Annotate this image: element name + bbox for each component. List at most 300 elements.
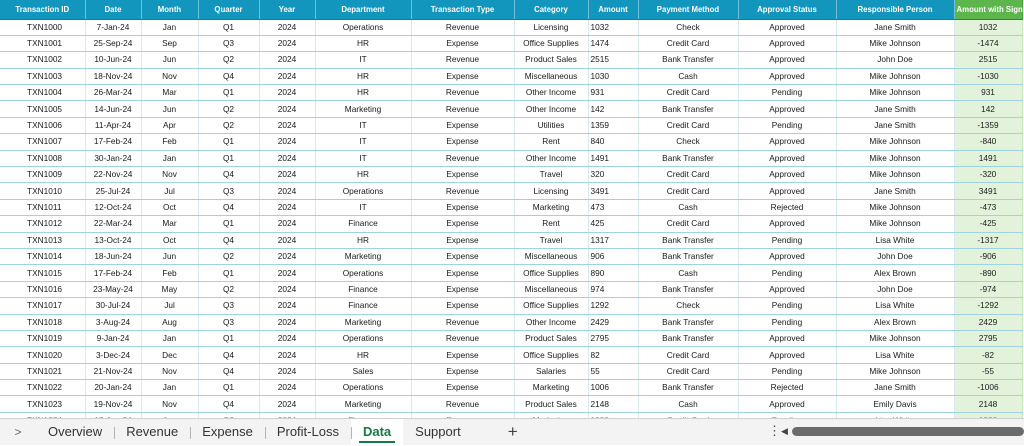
table-cell[interactable]: 2024 — [259, 232, 315, 248]
table-cell[interactable]: Other Income — [514, 85, 588, 101]
table-cell[interactable]: Approved — [738, 281, 836, 297]
table-cell[interactable]: Nov — [141, 68, 198, 84]
tab-profit-loss[interactable]: Profit-Loss — [265, 419, 351, 446]
table-cell[interactable]: 82 — [588, 347, 638, 363]
table-cell[interactable]: 13-Oct-24 — [85, 232, 141, 248]
table-cell[interactable]: Q1 — [198, 265, 259, 281]
table-cell[interactable]: Finance — [315, 216, 411, 232]
table-cell[interactable]: 840 — [588, 134, 638, 150]
table-cell[interactable]: Bank Transfer — [638, 281, 738, 297]
table-cell[interactable]: 2024 — [259, 150, 315, 166]
table-cell[interactable]: Q3 — [198, 314, 259, 330]
table-cell[interactable]: 2024 — [259, 314, 315, 330]
table-cell[interactable]: TXN1010 — [0, 183, 85, 199]
table-cell[interactable]: Alex Brown — [836, 314, 954, 330]
table-cell[interactable]: Licensing — [514, 19, 588, 35]
table-cell[interactable]: TXN1000 — [0, 19, 85, 35]
table-cell[interactable]: Q3 — [198, 298, 259, 314]
table-cell[interactable]: TXN1017 — [0, 298, 85, 314]
table-cell[interactable]: 890 — [588, 265, 638, 281]
table-cell[interactable]: Bank Transfer — [638, 380, 738, 396]
table-cell[interactable]: TXN1023 — [0, 396, 85, 412]
table-cell[interactable]: 20-Jan-24 — [85, 380, 141, 396]
table-cell[interactable]: Aug — [141, 314, 198, 330]
table-cell[interactable]: 2024 — [259, 35, 315, 51]
table-cell[interactable]: Credit Card — [638, 183, 738, 199]
table-cell[interactable]: Revenue — [411, 314, 514, 330]
tab-overview[interactable]: Overview — [48, 423, 103, 439]
table-cell[interactable]: Cash — [638, 396, 738, 412]
table-cell[interactable]: 9-Jan-24 — [85, 330, 141, 346]
table-cell[interactable]: -1006 — [954, 380, 1022, 396]
table-cell[interactable]: 906 — [588, 248, 638, 264]
table-cell[interactable]: TXN1016 — [0, 281, 85, 297]
table-cell[interactable]: Q1 — [198, 330, 259, 346]
table-cell[interactable]: 21-Nov-24 — [85, 363, 141, 379]
table-cell[interactable]: 473 — [588, 199, 638, 215]
table-cell[interactable]: Approved — [738, 330, 836, 346]
table-cell[interactable]: Credit Card — [638, 167, 738, 183]
column-header-month[interactable]: Month — [141, 0, 198, 19]
table-cell[interactable]: Other Income — [514, 101, 588, 117]
table-cell[interactable]: HR — [315, 232, 411, 248]
table-cell[interactable]: IT — [315, 199, 411, 215]
table-cell[interactable]: 2024 — [259, 216, 315, 232]
table-cell[interactable]: 2024 — [259, 265, 315, 281]
table-cell[interactable]: Credit Card — [638, 216, 738, 232]
table-cell[interactable]: 2024 — [259, 85, 315, 101]
table-cell[interactable]: Marketing — [514, 380, 588, 396]
table-cell[interactable]: TXN1006 — [0, 117, 85, 133]
table-cell[interactable]: Q1 — [198, 216, 259, 232]
table-cell[interactable]: Q4 — [198, 199, 259, 215]
table-cell[interactable]: Office Supplies — [514, 347, 588, 363]
table-cell[interactable]: Jul — [141, 183, 198, 199]
table-cell[interactable]: Approved — [738, 52, 836, 68]
table-cell[interactable]: Check — [638, 298, 738, 314]
table-cell[interactable]: Marketing — [514, 199, 588, 215]
table-cell[interactable]: 2515 — [588, 52, 638, 68]
table-cell[interactable]: Sales — [315, 363, 411, 379]
table-cell[interactable]: 2429 — [588, 314, 638, 330]
table-cell[interactable]: Expense — [411, 134, 514, 150]
table-cell[interactable]: John Doe — [836, 52, 954, 68]
column-header-department[interactable]: Department — [315, 0, 411, 19]
table-cell[interactable]: 2024 — [259, 248, 315, 264]
table-cell[interactable]: Credit Card — [638, 35, 738, 51]
table-cell[interactable]: Expense — [411, 167, 514, 183]
table-cell[interactable]: Pending — [738, 117, 836, 133]
table-cell[interactable]: TXN1020 — [0, 347, 85, 363]
table-cell[interactable]: 2024 — [259, 101, 315, 117]
table-cell[interactable]: Dec — [141, 347, 198, 363]
table-cell[interactable]: Miscellaneous — [514, 68, 588, 84]
column-header-amount-with-sign[interactable]: Amount with Sign — [954, 0, 1022, 19]
table-cell[interactable]: 2024 — [259, 380, 315, 396]
table-cell[interactable]: Revenue — [411, 150, 514, 166]
table-cell[interactable]: Bank Transfer — [638, 248, 738, 264]
table-cell[interactable]: Jun — [141, 52, 198, 68]
table-cell[interactable]: Mar — [141, 216, 198, 232]
table-cell[interactable]: Rejected — [738, 380, 836, 396]
table-cell[interactable]: Q1 — [198, 150, 259, 166]
sheet-nav-arrow-icon[interactable]: > — [14, 425, 22, 439]
table-cell[interactable]: Q4 — [198, 396, 259, 412]
table-cell[interactable]: 2024 — [259, 281, 315, 297]
table-cell[interactable]: Operations — [315, 380, 411, 396]
table-cell[interactable]: Utilities — [514, 117, 588, 133]
table-cell[interactable]: John Doe — [836, 248, 954, 264]
table-cell[interactable]: 2024 — [259, 68, 315, 84]
table-cell[interactable]: 1359 — [588, 117, 638, 133]
table-cell[interactable]: Bank Transfer — [638, 150, 738, 166]
table-cell[interactable]: TXN1012 — [0, 216, 85, 232]
table-cell[interactable]: Expense — [411, 265, 514, 281]
table-cell[interactable]: Bank Transfer — [638, 330, 738, 346]
table-cell[interactable]: Jane Smith — [836, 380, 954, 396]
table-cell[interactable]: Approved — [738, 216, 836, 232]
table-cell[interactable]: Mike Johnson — [836, 134, 954, 150]
table-cell[interactable]: Bank Transfer — [638, 232, 738, 248]
table-cell[interactable]: Product Sales — [514, 52, 588, 68]
table-cell[interactable]: -840 — [954, 134, 1022, 150]
table-cell[interactable]: Approved — [738, 134, 836, 150]
table-cell[interactable]: Miscellaneous — [514, 281, 588, 297]
table-cell[interactable]: 931 — [954, 85, 1022, 101]
table-cell[interactable]: 2024 — [259, 183, 315, 199]
table-cell[interactable]: Mike Johnson — [836, 167, 954, 183]
table-cell[interactable]: Mike Johnson — [836, 35, 954, 51]
table-cell[interactable]: TXN1001 — [0, 35, 85, 51]
table-cell[interactable]: 2024 — [259, 167, 315, 183]
table-cell[interactable]: Q2 — [198, 101, 259, 117]
column-header-quarter[interactable]: Quarter — [198, 0, 259, 19]
table-cell[interactable]: Approved — [738, 150, 836, 166]
table-cell[interactable]: TXN1011 — [0, 199, 85, 215]
table-cell[interactable]: 2024 — [259, 363, 315, 379]
table-cell[interactable]: Approved — [738, 167, 836, 183]
table-cell[interactable]: -82 — [954, 347, 1022, 363]
table-cell[interactable]: TXN1004 — [0, 85, 85, 101]
table-cell[interactable]: Mar — [141, 85, 198, 101]
tab-data[interactable]: Data — [351, 419, 403, 446]
table-cell[interactable]: Nov — [141, 396, 198, 412]
table-cell[interactable]: Bank Transfer — [638, 101, 738, 117]
table-cell[interactable]: Expense — [411, 363, 514, 379]
table-cell[interactable]: 1317 — [588, 232, 638, 248]
table-cell[interactable]: Revenue — [411, 52, 514, 68]
table-cell[interactable]: 22-Nov-24 — [85, 167, 141, 183]
column-header-transaction-type[interactable]: Transaction Type — [411, 0, 514, 19]
column-header-payment-method[interactable]: Payment Method — [638, 0, 738, 19]
table-cell[interactable]: Pending — [738, 85, 836, 101]
table-cell[interactable]: -1030 — [954, 68, 1022, 84]
table-cell[interactable]: Product Sales — [514, 330, 588, 346]
table-cell[interactable]: TXN1021 — [0, 363, 85, 379]
table-cell[interactable]: 3-Aug-24 — [85, 314, 141, 330]
table-cell[interactable]: -890 — [954, 265, 1022, 281]
table-cell[interactable]: 18-Nov-24 — [85, 68, 141, 84]
table-cell[interactable]: Revenue — [411, 183, 514, 199]
table-cell[interactable]: Mike Johnson — [836, 150, 954, 166]
table-cell[interactable]: Revenue — [411, 396, 514, 412]
table-cell[interactable]: Expense — [411, 117, 514, 133]
table-cell[interactable]: Revenue — [411, 330, 514, 346]
table-cell[interactable]: John Doe — [836, 281, 954, 297]
table-cell[interactable]: TXN1019 — [0, 330, 85, 346]
table-cell[interactable]: Operations — [315, 265, 411, 281]
table-cell[interactable]: TXN1009 — [0, 167, 85, 183]
table-cell[interactable]: 10-Jun-24 — [85, 52, 141, 68]
table-cell[interactable]: 25-Jul-24 — [85, 183, 141, 199]
table-cell[interactable]: Jun — [141, 248, 198, 264]
table-cell[interactable]: TXN1008 — [0, 150, 85, 166]
table-cell[interactable]: Bank Transfer — [638, 52, 738, 68]
table-cell[interactable]: Approved — [738, 19, 836, 35]
table-cell[interactable]: TXN1007 — [0, 134, 85, 150]
horizontal-scrollbar[interactable] — [792, 427, 1024, 436]
table-cell[interactable]: 22-Mar-24 — [85, 216, 141, 232]
table-cell[interactable]: Q1 — [198, 85, 259, 101]
table-cell[interactable]: Emily Davis — [836, 396, 954, 412]
table-cell[interactable]: HR — [315, 167, 411, 183]
table-cell[interactable]: Other Income — [514, 150, 588, 166]
table-cell[interactable]: Lisa White — [836, 347, 954, 363]
table-cell[interactable]: Check — [638, 19, 738, 35]
table-cell[interactable]: Marketing — [315, 248, 411, 264]
table-cell[interactable]: 931 — [588, 85, 638, 101]
table-cell[interactable]: Expense — [411, 35, 514, 51]
table-cell[interactable]: 11-Apr-24 — [85, 117, 141, 133]
table-cell[interactable]: Operations — [315, 330, 411, 346]
table-cell[interactable]: Oct — [141, 232, 198, 248]
table-cell[interactable]: 7-Jan-24 — [85, 19, 141, 35]
table-cell[interactable]: -1292 — [954, 298, 1022, 314]
column-header-approval-status[interactable]: Approval Status — [738, 0, 836, 19]
table-cell[interactable]: 2024 — [259, 396, 315, 412]
table-cell[interactable]: Q2 — [198, 117, 259, 133]
table-cell[interactable]: Jun — [141, 101, 198, 117]
table-cell[interactable]: 974 — [588, 281, 638, 297]
table-cell[interactable]: Product Sales — [514, 396, 588, 412]
table-cell[interactable]: Approved — [738, 183, 836, 199]
table-cell[interactable]: 3491 — [954, 183, 1022, 199]
table-cell[interactable]: Travel — [514, 232, 588, 248]
table-cell[interactable]: Jan — [141, 330, 198, 346]
table-cell[interactable]: Oct — [141, 199, 198, 215]
table-cell[interactable]: Salaries — [514, 363, 588, 379]
table-cell[interactable]: Office Supplies — [514, 265, 588, 281]
table-cell[interactable]: 26-Mar-24 — [85, 85, 141, 101]
table-cell[interactable]: 1292 — [588, 298, 638, 314]
table-cell[interactable]: 425 — [588, 216, 638, 232]
table-cell[interactable]: HR — [315, 85, 411, 101]
table-cell[interactable]: Q4 — [198, 167, 259, 183]
table-cell[interactable]: HR — [315, 347, 411, 363]
table-cell[interactable]: Expense — [411, 347, 514, 363]
table-cell[interactable]: Alex Brown — [836, 265, 954, 281]
table-cell[interactable]: Pending — [738, 314, 836, 330]
table-cell[interactable]: Jan — [141, 19, 198, 35]
table-cell[interactable]: Finance — [315, 281, 411, 297]
table-cell[interactable]: -974 — [954, 281, 1022, 297]
table-cell[interactable]: IT — [315, 52, 411, 68]
table-cell[interactable]: Approved — [738, 101, 836, 117]
table-cell[interactable]: 2148 — [954, 396, 1022, 412]
table-cell[interactable]: Miscellaneous — [514, 248, 588, 264]
table-cell[interactable]: Check — [638, 134, 738, 150]
table-cell[interactable]: Revenue — [411, 101, 514, 117]
table-cell[interactable]: Rent — [514, 216, 588, 232]
table-cell[interactable]: Marketing — [315, 396, 411, 412]
table-cell[interactable]: TXN1022 — [0, 380, 85, 396]
table-cell[interactable]: HR — [315, 68, 411, 84]
table-cell[interactable]: Jan — [141, 150, 198, 166]
table-cell[interactable]: Q2 — [198, 52, 259, 68]
table-cell[interactable]: Pending — [738, 265, 836, 281]
table-cell[interactable]: HR — [315, 35, 411, 51]
table-cell[interactable]: 3-Dec-24 — [85, 347, 141, 363]
table-cell[interactable]: Jane Smith — [836, 19, 954, 35]
table-cell[interactable]: Q3 — [198, 183, 259, 199]
table-cell[interactable]: Approved — [738, 68, 836, 84]
table-cell[interactable]: 3491 — [588, 183, 638, 199]
table-cell[interactable]: -320 — [954, 167, 1022, 183]
table-cell[interactable]: Credit Card — [638, 85, 738, 101]
table-cell[interactable]: Mike Johnson — [836, 330, 954, 346]
table-cell[interactable]: 2795 — [588, 330, 638, 346]
table-cell[interactable]: Approved — [738, 35, 836, 51]
table-cell[interactable]: Lisa White — [836, 298, 954, 314]
table-cell[interactable]: TXN1018 — [0, 314, 85, 330]
table-cell[interactable]: Pending — [738, 363, 836, 379]
table-cell[interactable]: 25-Sep-24 — [85, 35, 141, 51]
table-cell[interactable]: Expense — [411, 199, 514, 215]
table-cell[interactable]: Finance — [315, 298, 411, 314]
table-cell[interactable]: Sep — [141, 35, 198, 51]
table-cell[interactable]: Expense — [411, 248, 514, 264]
table-cell[interactable]: Q4 — [198, 232, 259, 248]
table-cell[interactable]: Jane Smith — [836, 101, 954, 117]
table-cell[interactable]: Operations — [315, 183, 411, 199]
table-cell[interactable]: Jane Smith — [836, 183, 954, 199]
table-cell[interactable]: Jan — [141, 380, 198, 396]
tab-support[interactable]: Support — [415, 423, 461, 439]
table-cell[interactable]: -55 — [954, 363, 1022, 379]
column-header-responsible-person[interactable]: Responsible Person — [836, 0, 954, 19]
table-cell[interactable]: 1491 — [954, 150, 1022, 166]
table-cell[interactable]: -473 — [954, 199, 1022, 215]
table-cell[interactable]: 55 — [588, 363, 638, 379]
table-cell[interactable]: Expense — [411, 281, 514, 297]
table-cell[interactable]: 2795 — [954, 330, 1022, 346]
table-cell[interactable]: 1474 — [588, 35, 638, 51]
table-cell[interactable]: 320 — [588, 167, 638, 183]
table-cell[interactable]: Rejected — [738, 199, 836, 215]
table-cell[interactable]: IT — [315, 150, 411, 166]
table-cell[interactable]: Apr — [141, 117, 198, 133]
table-cell[interactable]: Mike Johnson — [836, 199, 954, 215]
table-cell[interactable]: IT — [315, 117, 411, 133]
table-cell[interactable]: Jul — [141, 298, 198, 314]
table-cell[interactable]: 1030 — [588, 68, 638, 84]
table-cell[interactable]: 2024 — [259, 19, 315, 35]
table-cell[interactable]: TXN1013 — [0, 232, 85, 248]
table-cell[interactable]: 12-Oct-24 — [85, 199, 141, 215]
table-cell[interactable]: Expense — [411, 68, 514, 84]
table-cell[interactable]: 2024 — [259, 298, 315, 314]
table-cell[interactable]: IT — [315, 134, 411, 150]
table-cell[interactable]: Feb — [141, 134, 198, 150]
column-header-date[interactable]: Date — [85, 0, 141, 19]
table-cell[interactable]: 142 — [588, 101, 638, 117]
table-cell[interactable]: 17-Feb-24 — [85, 134, 141, 150]
column-header-year[interactable]: Year — [259, 0, 315, 19]
table-cell[interactable]: Expense — [411, 232, 514, 248]
column-header-category[interactable]: Category — [514, 0, 588, 19]
table-cell[interactable]: Q4 — [198, 363, 259, 379]
table-cell[interactable]: Q4 — [198, 347, 259, 363]
table-cell[interactable]: Expense — [411, 298, 514, 314]
table-cell[interactable]: Approved — [738, 248, 836, 264]
table-cell[interactable]: 17-Feb-24 — [85, 265, 141, 281]
tab-expense[interactable]: Expense — [190, 419, 265, 446]
tab-revenue[interactable]: Revenue — [114, 419, 190, 446]
table-cell[interactable]: Q2 — [198, 248, 259, 264]
scroll-left-icon[interactable]: ◀ — [781, 426, 788, 436]
table-cell[interactable]: 30-Jan-24 — [85, 150, 141, 166]
table-cell[interactable]: Cash — [638, 199, 738, 215]
table-cell[interactable]: 2024 — [259, 134, 315, 150]
table-cell[interactable]: Mike Johnson — [836, 85, 954, 101]
table-cell[interactable]: -425 — [954, 216, 1022, 232]
table-cell[interactable]: Revenue — [411, 85, 514, 101]
table-cell[interactable]: Q4 — [198, 68, 259, 84]
table-cell[interactable]: -1359 — [954, 117, 1022, 133]
table-cell[interactable]: Credit Card — [638, 363, 738, 379]
table-cell[interactable]: Cash — [638, 265, 738, 281]
add-sheet-button[interactable]: + — [507, 422, 518, 441]
table-cell[interactable]: Q1 — [198, 134, 259, 150]
table-cell[interactable]: Nov — [141, 363, 198, 379]
table-cell[interactable]: 2024 — [259, 330, 315, 346]
table-cell[interactable]: -1474 — [954, 35, 1022, 51]
table-cell[interactable]: Bank Transfer — [638, 314, 738, 330]
column-header-amount[interactable]: Amount — [588, 0, 638, 19]
table-cell[interactable]: -1317 — [954, 232, 1022, 248]
table-cell[interactable]: Expense — [411, 216, 514, 232]
table-cell[interactable]: Lisa White — [836, 232, 954, 248]
table-cell[interactable]: Operations — [315, 19, 411, 35]
table-cell[interactable]: Office Supplies — [514, 298, 588, 314]
more-options-icon[interactable]: ⋮ — [768, 423, 781, 438]
table-cell[interactable]: Other Income — [514, 314, 588, 330]
table-cell[interactable]: Feb — [141, 265, 198, 281]
table-cell[interactable]: Licensing — [514, 183, 588, 199]
table-cell[interactable]: Rent — [514, 134, 588, 150]
table-cell[interactable]: Q3 — [198, 35, 259, 51]
table-cell[interactable]: 2024 — [259, 52, 315, 68]
table-cell[interactable]: Mike Johnson — [836, 68, 954, 84]
table-cell[interactable]: 18-Jun-24 — [85, 248, 141, 264]
column-header-transaction-id[interactable]: Transaction ID — [0, 0, 85, 19]
table-cell[interactable]: 30-Jul-24 — [85, 298, 141, 314]
table-cell[interactable]: May — [141, 281, 198, 297]
table-cell[interactable]: TXN1005 — [0, 101, 85, 117]
table-cell[interactable]: TXN1014 — [0, 248, 85, 264]
table-cell[interactable]: 2024 — [259, 199, 315, 215]
table-cell[interactable]: Cash — [638, 68, 738, 84]
